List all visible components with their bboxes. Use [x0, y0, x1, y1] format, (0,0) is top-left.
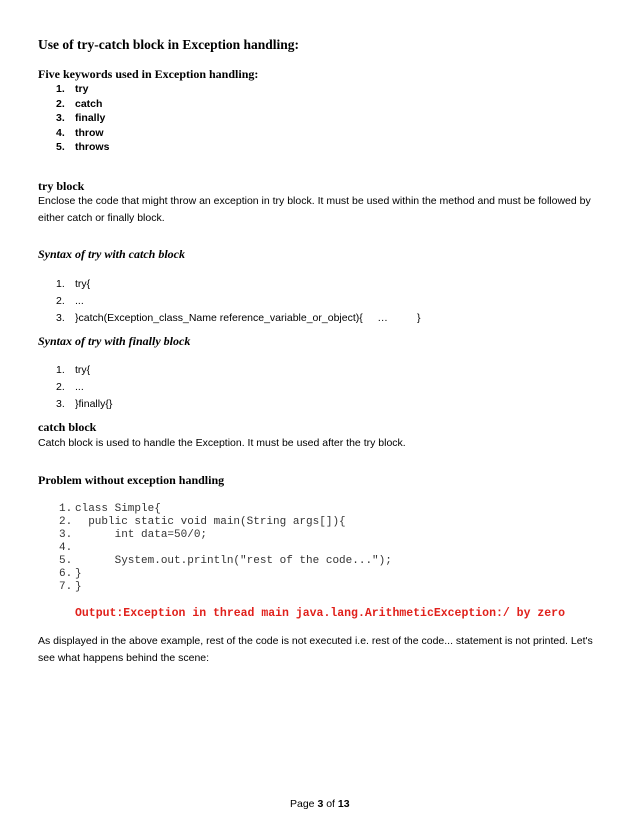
list-item: 1. try{ — [56, 364, 91, 376]
list-item: 1. try — [56, 83, 89, 95]
try-block-heading: try block — [38, 179, 85, 193]
list-item: 2. ... — [56, 381, 84, 393]
catch-block-text: Catch block is used to handle the Exception. It must be used after the try block. — [38, 437, 406, 449]
catch-block-heading: catch block — [38, 420, 97, 434]
explanation-line2: see what happens behind the scene: — [38, 652, 210, 664]
code-line: 2. public static void main(String args[]){ — [59, 516, 346, 528]
page-total: 13 — [337, 798, 350, 810]
list-item: 3. finally — [56, 112, 106, 124]
exception-output: Output:Exception in thread main java.lang.ArithmeticException:/ by zero — [75, 607, 565, 620]
code-line: 4. — [59, 542, 73, 554]
code-listing — [59, 503, 392, 594]
page-title: Use of try-catch block in Exception handling: — [38, 37, 300, 52]
syntax-catch-list — [56, 276, 421, 327]
try-block-text-line2: either catch or finally block. — [38, 212, 165, 224]
page-number: 3 — [317, 798, 324, 810]
list-item: 3. }catch(Exception_class_Name reference_variable_or_object){ … } — [56, 312, 421, 324]
list-item: 3. }finally{} — [56, 398, 113, 410]
problem-heading: Problem without exception handling — [38, 473, 225, 487]
syntax-catch-heading: Syntax of try with catch block — [38, 247, 185, 261]
list-item: 4. throw — [56, 126, 104, 139]
list-item: 2. catch — [56, 97, 103, 110]
syntax-finally-list — [56, 362, 112, 413]
try-block-text-line1: Enclose the code that might throw an exception in try block. It must be used within the method and must be followed by — [38, 195, 591, 207]
code-line: 7. } — [59, 581, 82, 593]
keywords-list — [56, 82, 109, 155]
code-line: 3. int data=50/0; — [59, 529, 208, 541]
code-line: 1. class Simple{ — [59, 503, 161, 515]
syntax-finally-heading: Syntax of try with finally block — [38, 334, 191, 348]
keywords-heading: Five keywords used in Exception handling: — [38, 67, 259, 81]
code-line: 6. } — [59, 568, 82, 580]
list-item: 1. try{ — [56, 278, 91, 290]
explanation-line1: As displayed in the above example, rest of the code is not executed i.e. rest of the code... statement is not printed. Let's — [38, 635, 593, 647]
code-line: 5. System.out.println("rest of the code..."); — [59, 555, 392, 567]
list-item: 5. throws — [56, 141, 110, 153]
list-item: 2. ... — [56, 295, 84, 307]
page-footer: Page 3 of 13 — [290, 798, 350, 810]
